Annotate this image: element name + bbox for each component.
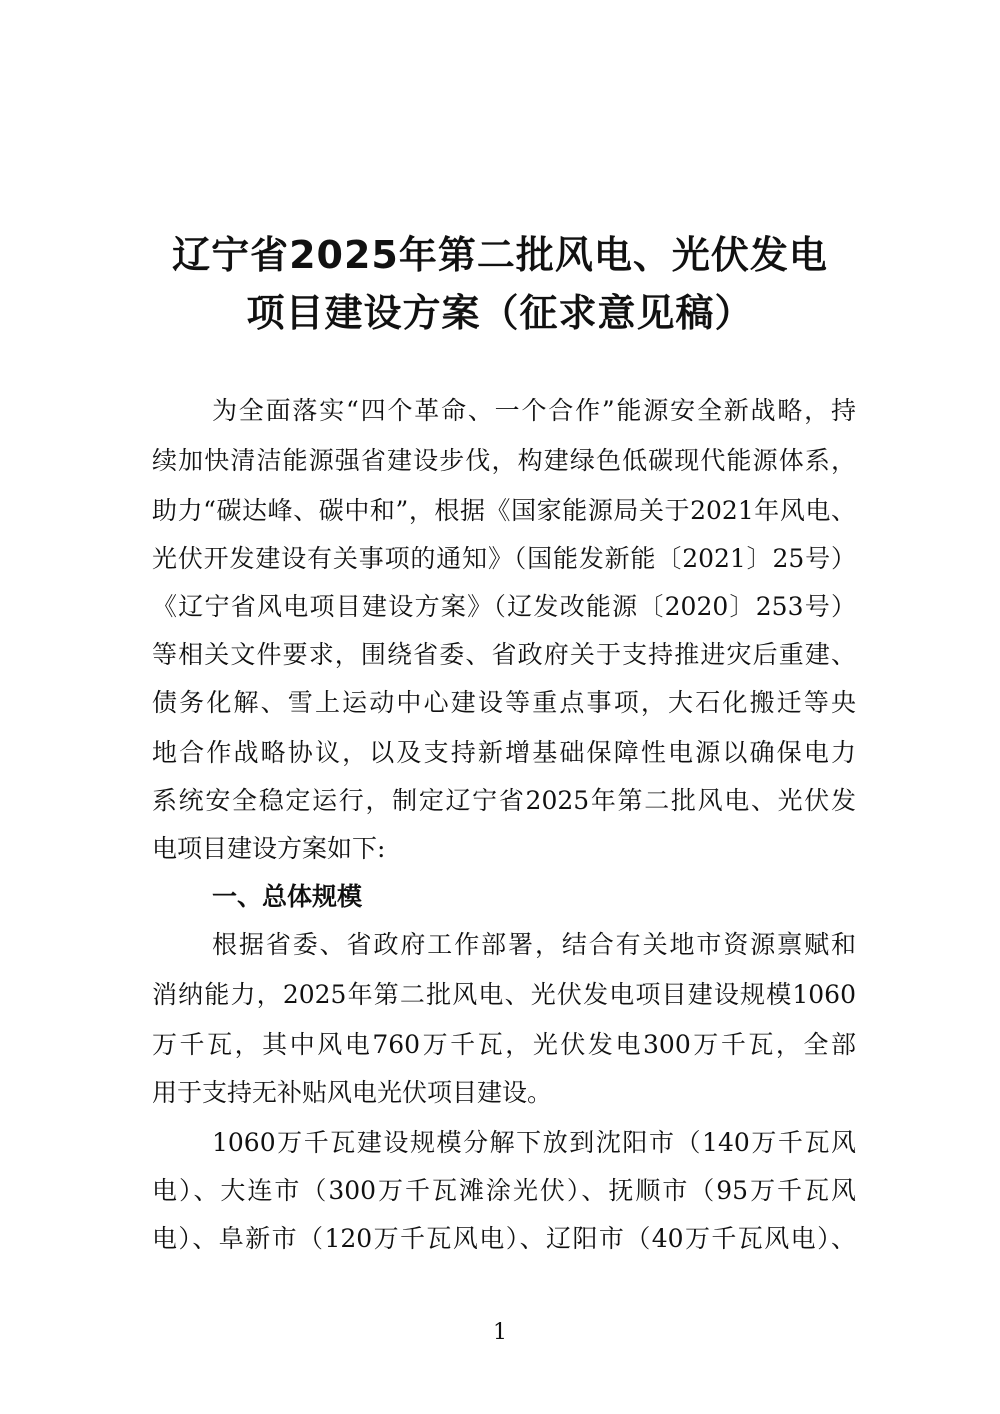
paragraph-3-line: 电）、阜新市（120万千瓦风电）、辽阳市（40万千瓦风电）、 [152, 1224, 856, 1253]
paragraph-2-line: 根据省委、省政府工作部署，结合有关地市资源禀赋和 [212, 930, 856, 959]
paragraph-1-line: 光伏开发建设有关事项的通知》（国能发新能〔2021〕25号） [152, 544, 856, 573]
paragraph-2-line: 用于支持无补贴风电光伏项目建设。 [152, 1078, 553, 1107]
document-title-line-1: 辽宁省2025年第二批风电、光伏发电 [172, 233, 828, 277]
paragraph-3-line: 电）、大连市（300万千瓦滩涂光伏）、抚顺市（95万千瓦风 [152, 1176, 856, 1205]
paragraph-1-line: 地合作战略协议，以及支持新增基础保障性电源以确保电力 [152, 738, 856, 767]
paragraph-1-line: 等相关文件要求，围绕省委、省政府关于支持推进灾后重建、 [152, 640, 856, 669]
document-title-line-2: 项目建设方案（征求意见稿） [246, 291, 754, 335]
paragraph-1-line: 债务化解、雪上运动中心建设等重点事项，大石化搬迁等央 [152, 688, 856, 717]
paragraph-1-line: 续加快清洁能源强省建设步伐，构建绿色低碳现代能源体系， [152, 446, 856, 475]
page-number: 1 [493, 1320, 507, 1345]
paragraph-2-line: 消纳能力，2025年第二批风电、光伏发电项目建设规模1060 [152, 980, 856, 1009]
paragraph-3-line: 1060万千瓦建设规模分解下放到沈阳市（140万千瓦风 [212, 1128, 856, 1157]
paragraph-1-line: 《辽宁省风电项目建设方案》（辽发改能源〔2020〕253号） [152, 592, 856, 621]
paragraph-1-line: 为全面落实“四个革命、一个合作”能源安全新战略，持 [212, 396, 856, 425]
paragraph-2-line: 万千瓦，其中风电760万千瓦，光伏发电300万千瓦，全部 [152, 1030, 856, 1059]
section-heading: 一、总体规模 [212, 882, 363, 911]
paragraph-1-line: 电项目建设方案如下: [152, 834, 386, 863]
paragraph-1-line: 系统安全稳定运行，制定辽宁省2025年第二批风电、光伏发 [152, 786, 856, 815]
paragraph-1-line: 助力“碳达峰、碳中和”，根据《国家能源局关于2021年风电、 [152, 496, 856, 525]
